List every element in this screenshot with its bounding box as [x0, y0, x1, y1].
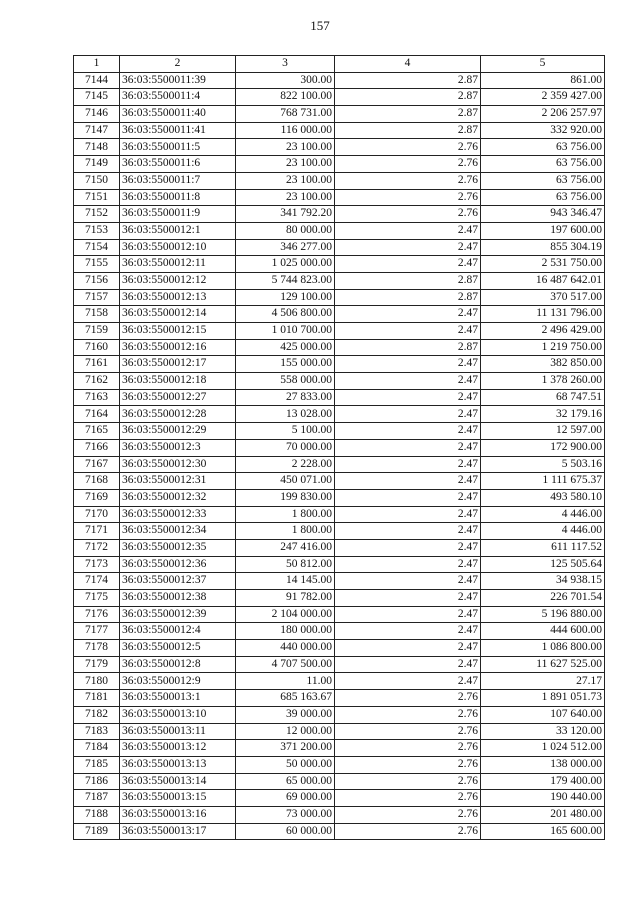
cadastral-number-cell: 36:03:5500012:12: [120, 272, 236, 289]
cadastral-number-cell: 36:03:5500012:13: [120, 289, 236, 306]
row-number-cell: 7162: [74, 373, 120, 390]
total-cell: 172 900.00: [481, 439, 605, 456]
rate-cell: 2.47: [335, 673, 481, 690]
total-cell: 12 597.00: [481, 423, 605, 440]
value-cell: 60 000.00: [236, 823, 335, 840]
rate-cell: 2.47: [335, 389, 481, 406]
table-row: [74, 439, 605, 456]
value-cell: 1 025 000.00: [236, 256, 335, 273]
value-cell: 425 000.00: [236, 339, 335, 356]
total-cell: 2 359 427.00: [481, 89, 605, 106]
total-cell: 63 756.00: [481, 139, 605, 156]
rate-cell: 2.47: [335, 439, 481, 456]
row-number-cell: 7151: [74, 189, 120, 206]
table-row: [74, 623, 605, 640]
rate-cell: 2.87: [335, 72, 481, 89]
value-cell: 80 000.00: [236, 222, 335, 239]
column-header: 1: [74, 56, 120, 73]
value-cell: 2 104 000.00: [236, 606, 335, 623]
rate-cell: 2.47: [335, 473, 481, 490]
total-cell: 855 304.19: [481, 239, 605, 256]
row-number-cell: 7189: [74, 823, 120, 840]
value-cell: 1 010 700.00: [236, 323, 335, 340]
value-cell: 50 000.00: [236, 756, 335, 773]
row-number-cell: 7186: [74, 773, 120, 790]
table-row: [74, 606, 605, 623]
value-cell: 685 163.67: [236, 690, 335, 707]
cadastral-number-cell: 36:03:5500012:1: [120, 222, 236, 239]
rate-cell: 2.47: [335, 222, 481, 239]
value-cell: 822 100.00: [236, 89, 335, 106]
table-row: [74, 573, 605, 590]
value-cell: 23 100.00: [236, 139, 335, 156]
row-number-cell: 7154: [74, 239, 120, 256]
rate-cell: 2.76: [335, 756, 481, 773]
rate-cell: 2.76: [335, 690, 481, 707]
cadastral-number-cell: 36:03:5500012:8: [120, 656, 236, 673]
value-cell: 27 833.00: [236, 389, 335, 406]
table-row: [74, 539, 605, 556]
cadastral-number-cell: 36:03:5500012:11: [120, 256, 236, 273]
table-row: [74, 172, 605, 189]
table-row: [74, 406, 605, 423]
value-cell: 768 731.00: [236, 106, 335, 123]
table-row: [74, 139, 605, 156]
row-number-cell: 7181: [74, 690, 120, 707]
total-cell: 1 219 750.00: [481, 339, 605, 356]
row-number-cell: 7182: [74, 706, 120, 723]
rate-cell: 2.47: [335, 423, 481, 440]
column-header: 5: [481, 56, 605, 73]
value-cell: 341 792.20: [236, 206, 335, 223]
row-number-cell: 7167: [74, 456, 120, 473]
cadastral-number-cell: 36:03:5500012:38: [120, 590, 236, 607]
rate-cell: 2.47: [335, 256, 481, 273]
value-cell: 440 000.00: [236, 640, 335, 657]
value-cell: 1 800.00: [236, 506, 335, 523]
rate-cell: 2.87: [335, 106, 481, 123]
rate-cell: 2.87: [335, 272, 481, 289]
value-cell: 23 100.00: [236, 172, 335, 189]
value-cell: 116 000.00: [236, 122, 335, 139]
cadastral-number-cell: 36:03:5500012:9: [120, 673, 236, 690]
cadastral-number-cell: 36:03:5500013:10: [120, 706, 236, 723]
row-number-cell: 7147: [74, 122, 120, 139]
table-row: [74, 122, 605, 139]
table-row: [74, 156, 605, 173]
table-row: [74, 239, 605, 256]
table-row: [74, 306, 605, 323]
value-cell: 69 000.00: [236, 790, 335, 807]
cadastral-number-cell: 36:03:5500013:12: [120, 740, 236, 757]
table-row: [74, 706, 605, 723]
cadastral-number-cell: 36:03:5500012:31: [120, 473, 236, 490]
row-number-cell: 7172: [74, 539, 120, 556]
row-number-cell: 7158: [74, 306, 120, 323]
value-cell: 70 000.00: [236, 439, 335, 456]
rate-cell: 2.76: [335, 790, 481, 807]
rate-cell: 2.76: [335, 740, 481, 757]
rate-cell: 2.47: [335, 406, 481, 423]
rate-cell: 2.76: [335, 723, 481, 740]
total-cell: 190 440.00: [481, 790, 605, 807]
cadastral-number-cell: 36:03:5500013:11: [120, 723, 236, 740]
row-number-cell: 7174: [74, 573, 120, 590]
value-cell: 1 800.00: [236, 523, 335, 540]
page-number: 157: [310, 18, 330, 33]
total-cell: 5 196 880.00: [481, 606, 605, 623]
row-number-cell: 7166: [74, 439, 120, 456]
table-row: [74, 823, 605, 840]
value-cell: 5 100.00: [236, 423, 335, 440]
cadastral-number-cell: 36:03:5500012:4: [120, 623, 236, 640]
rate-cell: 2.87: [335, 122, 481, 139]
cadastral-number-cell: 36:03:5500012:33: [120, 506, 236, 523]
value-cell: 300.00: [236, 72, 335, 89]
total-cell: 2 206 257.97: [481, 106, 605, 123]
cadastral-number-cell: 36:03:5500012:36: [120, 556, 236, 573]
value-cell: 247 416.00: [236, 539, 335, 556]
row-number-cell: 7168: [74, 473, 120, 490]
row-number-cell: 7175: [74, 590, 120, 607]
total-cell: 4 446.00: [481, 523, 605, 540]
cadastral-number-cell: 36:03:5500011:6: [120, 156, 236, 173]
rate-cell: 2.47: [335, 323, 481, 340]
value-cell: 65 000.00: [236, 773, 335, 790]
rate-cell: 2.47: [335, 489, 481, 506]
rate-cell: 2.47: [335, 506, 481, 523]
total-cell: 2 531 750.00: [481, 256, 605, 273]
table-row: [74, 323, 605, 340]
row-number-cell: 7185: [74, 756, 120, 773]
table-row: [74, 106, 605, 123]
rate-cell: 2.47: [335, 590, 481, 607]
rate-cell: 2.76: [335, 706, 481, 723]
value-cell: 12 000.00: [236, 723, 335, 740]
table-row: [74, 756, 605, 773]
total-cell: 63 756.00: [481, 172, 605, 189]
table-row: [74, 790, 605, 807]
total-cell: 138 000.00: [481, 756, 605, 773]
cadastral-number-cell: 36:03:5500012:27: [120, 389, 236, 406]
value-cell: 14 145.00: [236, 573, 335, 590]
row-number-cell: 7187: [74, 790, 120, 807]
row-number-cell: 7184: [74, 740, 120, 757]
value-cell: 199 830.00: [236, 489, 335, 506]
total-cell: 611 117.52: [481, 539, 605, 556]
table-row: [74, 723, 605, 740]
table-row: [74, 773, 605, 790]
total-cell: 861.00: [481, 72, 605, 89]
row-number-cell: 7152: [74, 206, 120, 223]
cadastral-number-cell: 36:03:5500011:4: [120, 89, 236, 106]
cadastral-number-cell: 36:03:5500012:35: [120, 539, 236, 556]
rate-cell: 2.87: [335, 339, 481, 356]
value-cell: 11.00: [236, 673, 335, 690]
value-cell: 155 000.00: [236, 356, 335, 373]
row-number-cell: 7173: [74, 556, 120, 573]
table-row: [74, 456, 605, 473]
total-cell: 332 920.00: [481, 122, 605, 139]
cadastral-number-cell: 36:03:5500012:16: [120, 339, 236, 356]
value-cell: 73 000.00: [236, 806, 335, 823]
row-number-cell: 7180: [74, 673, 120, 690]
rate-cell: 2.47: [335, 523, 481, 540]
row-number-cell: 7179: [74, 656, 120, 673]
total-cell: 4 446.00: [481, 506, 605, 523]
rate-cell: 2.76: [335, 806, 481, 823]
table-row: [74, 289, 605, 306]
cadastral-number-cell: 36:03:5500013:14: [120, 773, 236, 790]
cadastral-number-cell: 36:03:5500011:8: [120, 189, 236, 206]
column-header: 3: [236, 56, 335, 73]
table-row: [74, 690, 605, 707]
total-cell: 11 131 796.00: [481, 306, 605, 323]
table-row: [74, 489, 605, 506]
total-cell: 493 580.10: [481, 489, 605, 506]
table-row: [74, 356, 605, 373]
value-cell: 39 000.00: [236, 706, 335, 723]
cadastral-number-cell: 36:03:5500013:15: [120, 790, 236, 807]
cadastral-number-cell: 36:03:5500012:18: [120, 373, 236, 390]
table-row: [74, 189, 605, 206]
rate-cell: 2.76: [335, 172, 481, 189]
cadastral-number-cell: 36:03:5500013:17: [120, 823, 236, 840]
row-number-cell: 7177: [74, 623, 120, 640]
value-cell: 23 100.00: [236, 189, 335, 206]
rate-cell: 2.47: [335, 556, 481, 573]
total-cell: 382 850.00: [481, 356, 605, 373]
table-row: [74, 523, 605, 540]
cadastral-number-cell: 36:03:5500012:37: [120, 573, 236, 590]
cadastral-number-cell: 36:03:5500013:13: [120, 756, 236, 773]
value-cell: 5 744 823.00: [236, 272, 335, 289]
rate-cell: 2.47: [335, 239, 481, 256]
rate-cell: 2.47: [335, 656, 481, 673]
row-number-cell: 7176: [74, 606, 120, 623]
table-row: [74, 740, 605, 757]
row-number-cell: 7169: [74, 489, 120, 506]
total-cell: 107 640.00: [481, 706, 605, 723]
cadastral-number-cell: 36:03:5500013:1: [120, 690, 236, 707]
table-row: [74, 673, 605, 690]
rate-cell: 2.76: [335, 156, 481, 173]
value-cell: 558 000.00: [236, 373, 335, 390]
row-number-cell: 7164: [74, 406, 120, 423]
value-cell: 129 100.00: [236, 289, 335, 306]
total-cell: 165 600.00: [481, 823, 605, 840]
total-cell: 444 600.00: [481, 623, 605, 640]
total-cell: 63 756.00: [481, 189, 605, 206]
row-number-cell: 7163: [74, 389, 120, 406]
total-cell: 27.17: [481, 673, 605, 690]
cadastral-number-cell: 36:03:5500011:39: [120, 72, 236, 89]
total-cell: 197 600.00: [481, 222, 605, 239]
value-cell: 450 071.00: [236, 473, 335, 490]
total-cell: 11 627 525.00: [481, 656, 605, 673]
cadastral-number-cell: 36:03:5500012:5: [120, 640, 236, 657]
value-cell: 91 782.00: [236, 590, 335, 607]
row-number-cell: 7149: [74, 156, 120, 173]
rate-cell: 2.47: [335, 306, 481, 323]
table-row: [74, 222, 605, 239]
table-body: [74, 72, 605, 840]
table-row: [74, 339, 605, 356]
cadastral-number-cell: 36:03:5500012:10: [120, 239, 236, 256]
table-row: [74, 473, 605, 490]
table-row: [74, 640, 605, 657]
cadastral-number-cell: 36:03:5500011:9: [120, 206, 236, 223]
table-row: [74, 656, 605, 673]
table-row: [74, 806, 605, 823]
row-number-cell: 7146: [74, 106, 120, 123]
rate-cell: 2.47: [335, 623, 481, 640]
value-cell: 346 277.00: [236, 239, 335, 256]
rate-cell: 2.47: [335, 640, 481, 657]
value-cell: 23 100.00: [236, 156, 335, 173]
cadastral-number-cell: 36:03:5500012:30: [120, 456, 236, 473]
rate-cell: 2.47: [335, 539, 481, 556]
value-cell: 4 506 800.00: [236, 306, 335, 323]
cadastral-number-cell: 36:03:5500011:41: [120, 122, 236, 139]
rate-cell: 2.47: [335, 573, 481, 590]
rate-cell: 2.87: [335, 89, 481, 106]
table-row: [74, 206, 605, 223]
row-number-cell: 7165: [74, 423, 120, 440]
row-number-cell: 7159: [74, 323, 120, 340]
table-row: [74, 389, 605, 406]
rate-cell: 2.76: [335, 206, 481, 223]
cadastral-number-cell: 36:03:5500012:39: [120, 606, 236, 623]
total-cell: 5 503.16: [481, 456, 605, 473]
row-number-cell: 7144: [74, 72, 120, 89]
data-table: [73, 55, 605, 840]
value-cell: 4 707 500.00: [236, 656, 335, 673]
row-number-cell: 7148: [74, 139, 120, 156]
total-cell: 1 111 675.37: [481, 473, 605, 490]
table-row: [74, 590, 605, 607]
row-number-cell: 7155: [74, 256, 120, 273]
total-cell: 1 086 800.00: [481, 640, 605, 657]
rate-cell: 2.76: [335, 823, 481, 840]
rate-cell: 2.76: [335, 139, 481, 156]
row-number-cell: 7161: [74, 356, 120, 373]
value-cell: 2 228.00: [236, 456, 335, 473]
rate-cell: 2.47: [335, 456, 481, 473]
rate-cell: 2.87: [335, 289, 481, 306]
total-cell: 68 747.51: [481, 389, 605, 406]
table-row: [74, 72, 605, 89]
value-cell: 180 000.00: [236, 623, 335, 640]
table-row: [74, 272, 605, 289]
total-cell: 370 517.00: [481, 289, 605, 306]
rate-cell: 2.47: [335, 356, 481, 373]
total-cell: 1 378 260.00: [481, 373, 605, 390]
table-row: [74, 89, 605, 106]
row-number-cell: 7157: [74, 289, 120, 306]
total-cell: 125 505.64: [481, 556, 605, 573]
value-cell: 371 200.00: [236, 740, 335, 757]
cadastral-number-cell: 36:03:5500012:17: [120, 356, 236, 373]
table-row: [74, 556, 605, 573]
value-cell: 13 028.00: [236, 406, 335, 423]
row-number-cell: 7160: [74, 339, 120, 356]
total-cell: 1 891 051.73: [481, 690, 605, 707]
total-cell: 33 120.00: [481, 723, 605, 740]
cadastral-number-cell: 36:03:5500011:5: [120, 139, 236, 156]
column-header: 2: [120, 56, 236, 73]
rate-cell: 2.76: [335, 773, 481, 790]
total-cell: 32 179.16: [481, 406, 605, 423]
cadastral-number-cell: 36:03:5500011:7: [120, 172, 236, 189]
total-cell: 226 701.54: [481, 590, 605, 607]
cadastral-number-cell: 36:03:5500012:32: [120, 489, 236, 506]
row-number-cell: 7153: [74, 222, 120, 239]
total-cell: 1 024 512.00: [481, 740, 605, 757]
cadastral-number-cell: 36:03:5500012:15: [120, 323, 236, 340]
row-number-cell: 7188: [74, 806, 120, 823]
total-cell: 2 496 429.00: [481, 323, 605, 340]
row-number-cell: 7178: [74, 640, 120, 657]
rate-cell: 2.47: [335, 373, 481, 390]
row-number-cell: 7145: [74, 89, 120, 106]
value-cell: 50 812.00: [236, 556, 335, 573]
total-cell: 63 756.00: [481, 156, 605, 173]
rate-cell: 2.76: [335, 189, 481, 206]
row-number-cell: 7170: [74, 506, 120, 523]
total-cell: 179 400.00: [481, 773, 605, 790]
total-cell: 943 346.47: [481, 206, 605, 223]
row-number-cell: 7156: [74, 272, 120, 289]
table-row: [74, 506, 605, 523]
table-header-row: [74, 56, 605, 73]
row-number-cell: 7183: [74, 723, 120, 740]
cadastral-number-cell: 36:03:5500013:16: [120, 806, 236, 823]
table-row: [74, 373, 605, 390]
total-cell: 34 938.15: [481, 573, 605, 590]
rate-cell: 2.47: [335, 606, 481, 623]
row-number-cell: 7150: [74, 172, 120, 189]
total-cell: 16 487 642.01: [481, 272, 605, 289]
table-row: [74, 256, 605, 273]
cadastral-number-cell: 36:03:5500012:14: [120, 306, 236, 323]
cadastral-number-cell: 36:03:5500012:28: [120, 406, 236, 423]
cadastral-number-cell: 36:03:5500012:3: [120, 439, 236, 456]
cadastral-number-cell: 36:03:5500012:34: [120, 523, 236, 540]
cadastral-number-cell: 36:03:5500011:40: [120, 106, 236, 123]
column-header: 4: [335, 56, 481, 73]
total-cell: 201 480.00: [481, 806, 605, 823]
row-number-cell: 7171: [74, 523, 120, 540]
table-row: [74, 423, 605, 440]
cadastral-number-cell: 36:03:5500012:29: [120, 423, 236, 440]
